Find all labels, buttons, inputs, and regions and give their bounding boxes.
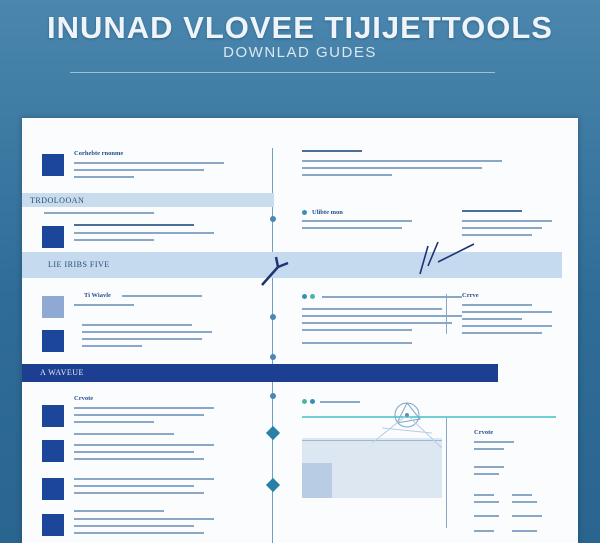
text-line xyxy=(474,441,514,443)
text-line xyxy=(74,451,194,453)
text-line xyxy=(512,515,542,517)
square-bullet-icon xyxy=(42,405,64,427)
text-line xyxy=(462,210,522,212)
text-line xyxy=(512,501,537,503)
text-line xyxy=(302,227,402,229)
text-line xyxy=(74,433,174,435)
block-heading: Crvote xyxy=(474,429,494,436)
divider xyxy=(446,418,447,528)
text-line xyxy=(44,212,154,214)
square-bullet-icon xyxy=(42,226,64,248)
text-line xyxy=(474,473,499,475)
text-line xyxy=(462,304,532,306)
square-bullet-icon xyxy=(42,478,64,500)
text-line xyxy=(74,407,214,409)
text-line xyxy=(74,492,204,494)
square-bullet-icon xyxy=(42,296,64,318)
text-line xyxy=(462,325,552,327)
dot-marker-icon xyxy=(310,399,315,404)
text-line xyxy=(74,162,224,164)
section-label: TRDOLOOAN xyxy=(30,196,85,205)
text-line xyxy=(302,315,462,317)
text-line xyxy=(302,167,482,169)
text-line xyxy=(462,220,552,222)
text-line xyxy=(474,448,504,450)
text-line xyxy=(74,478,214,480)
text-line xyxy=(474,530,494,532)
divider xyxy=(446,294,447,334)
square-bullet-icon xyxy=(42,440,64,462)
text-line xyxy=(462,318,522,320)
text-line xyxy=(474,466,504,468)
page-subtitle: DOWNLAD GUDES xyxy=(223,44,377,61)
diagram-bar xyxy=(302,463,332,498)
text-line xyxy=(302,174,392,176)
text-line xyxy=(82,345,142,347)
text-line xyxy=(74,518,214,520)
text-line xyxy=(74,304,134,306)
diamond-marker-icon xyxy=(265,478,279,492)
text-line xyxy=(74,239,154,241)
section-label: A WAVEUE xyxy=(40,368,84,377)
section-band xyxy=(22,252,562,278)
block-heading: Crvote xyxy=(74,395,94,402)
dot-marker-icon xyxy=(270,314,276,320)
text-line xyxy=(302,160,502,162)
section-band xyxy=(22,364,498,382)
text-line xyxy=(74,169,204,171)
text-line xyxy=(322,296,462,298)
text-line xyxy=(462,332,542,334)
text-line xyxy=(462,311,552,313)
text-line xyxy=(302,329,412,331)
text-line xyxy=(302,150,362,152)
square-bullet-icon xyxy=(42,514,64,536)
text-line xyxy=(74,421,154,423)
square-bullet-icon xyxy=(42,330,64,352)
dot-marker-icon xyxy=(302,294,307,299)
arrow-icon xyxy=(258,253,292,291)
header xyxy=(0,0,600,100)
text-line xyxy=(74,532,204,534)
document-sheet xyxy=(22,118,578,543)
network-icon xyxy=(362,393,452,463)
text-line xyxy=(320,401,360,403)
dot-marker-icon xyxy=(270,216,276,222)
dot-marker-icon xyxy=(302,399,307,404)
text-line xyxy=(512,494,532,496)
page-title: INUNAD VLOVEE TIJIJETTOOLS xyxy=(46,10,553,45)
text-line xyxy=(474,515,499,517)
text-line xyxy=(82,338,202,340)
text-line xyxy=(74,444,214,446)
text-line xyxy=(474,494,494,496)
block-heading: Corhebte rnonme xyxy=(74,150,124,157)
text-line xyxy=(302,342,412,344)
block-heading: Ulibte mon xyxy=(312,209,343,216)
arrow-icon xyxy=(416,236,478,278)
dot-marker-icon xyxy=(310,294,315,299)
text-line xyxy=(74,224,194,226)
text-line xyxy=(74,485,194,487)
diamond-marker-icon xyxy=(265,426,279,440)
block-heading: Crrve xyxy=(462,292,479,299)
text-line xyxy=(82,324,192,326)
text-line xyxy=(512,530,537,532)
text-line xyxy=(122,295,202,297)
text-line xyxy=(74,414,204,416)
text-line xyxy=(474,501,499,503)
text-line xyxy=(302,308,442,310)
section-band xyxy=(22,193,274,207)
section-label: LIE IRIBS FIVE xyxy=(48,260,110,269)
text-line xyxy=(74,458,204,460)
text-line xyxy=(302,322,452,324)
text-line xyxy=(462,227,542,229)
dot-marker-icon xyxy=(302,210,307,215)
square-bullet-icon xyxy=(42,154,64,176)
text-line xyxy=(74,176,134,178)
block-heading: Ti Wiavle xyxy=(84,292,111,299)
text-line xyxy=(302,220,412,222)
text-line xyxy=(74,232,214,234)
text-line xyxy=(74,525,194,527)
dot-marker-icon xyxy=(270,354,276,360)
header-rule xyxy=(70,72,495,73)
text-line xyxy=(82,331,212,333)
text-line xyxy=(74,510,164,512)
dot-marker-icon xyxy=(270,393,276,399)
